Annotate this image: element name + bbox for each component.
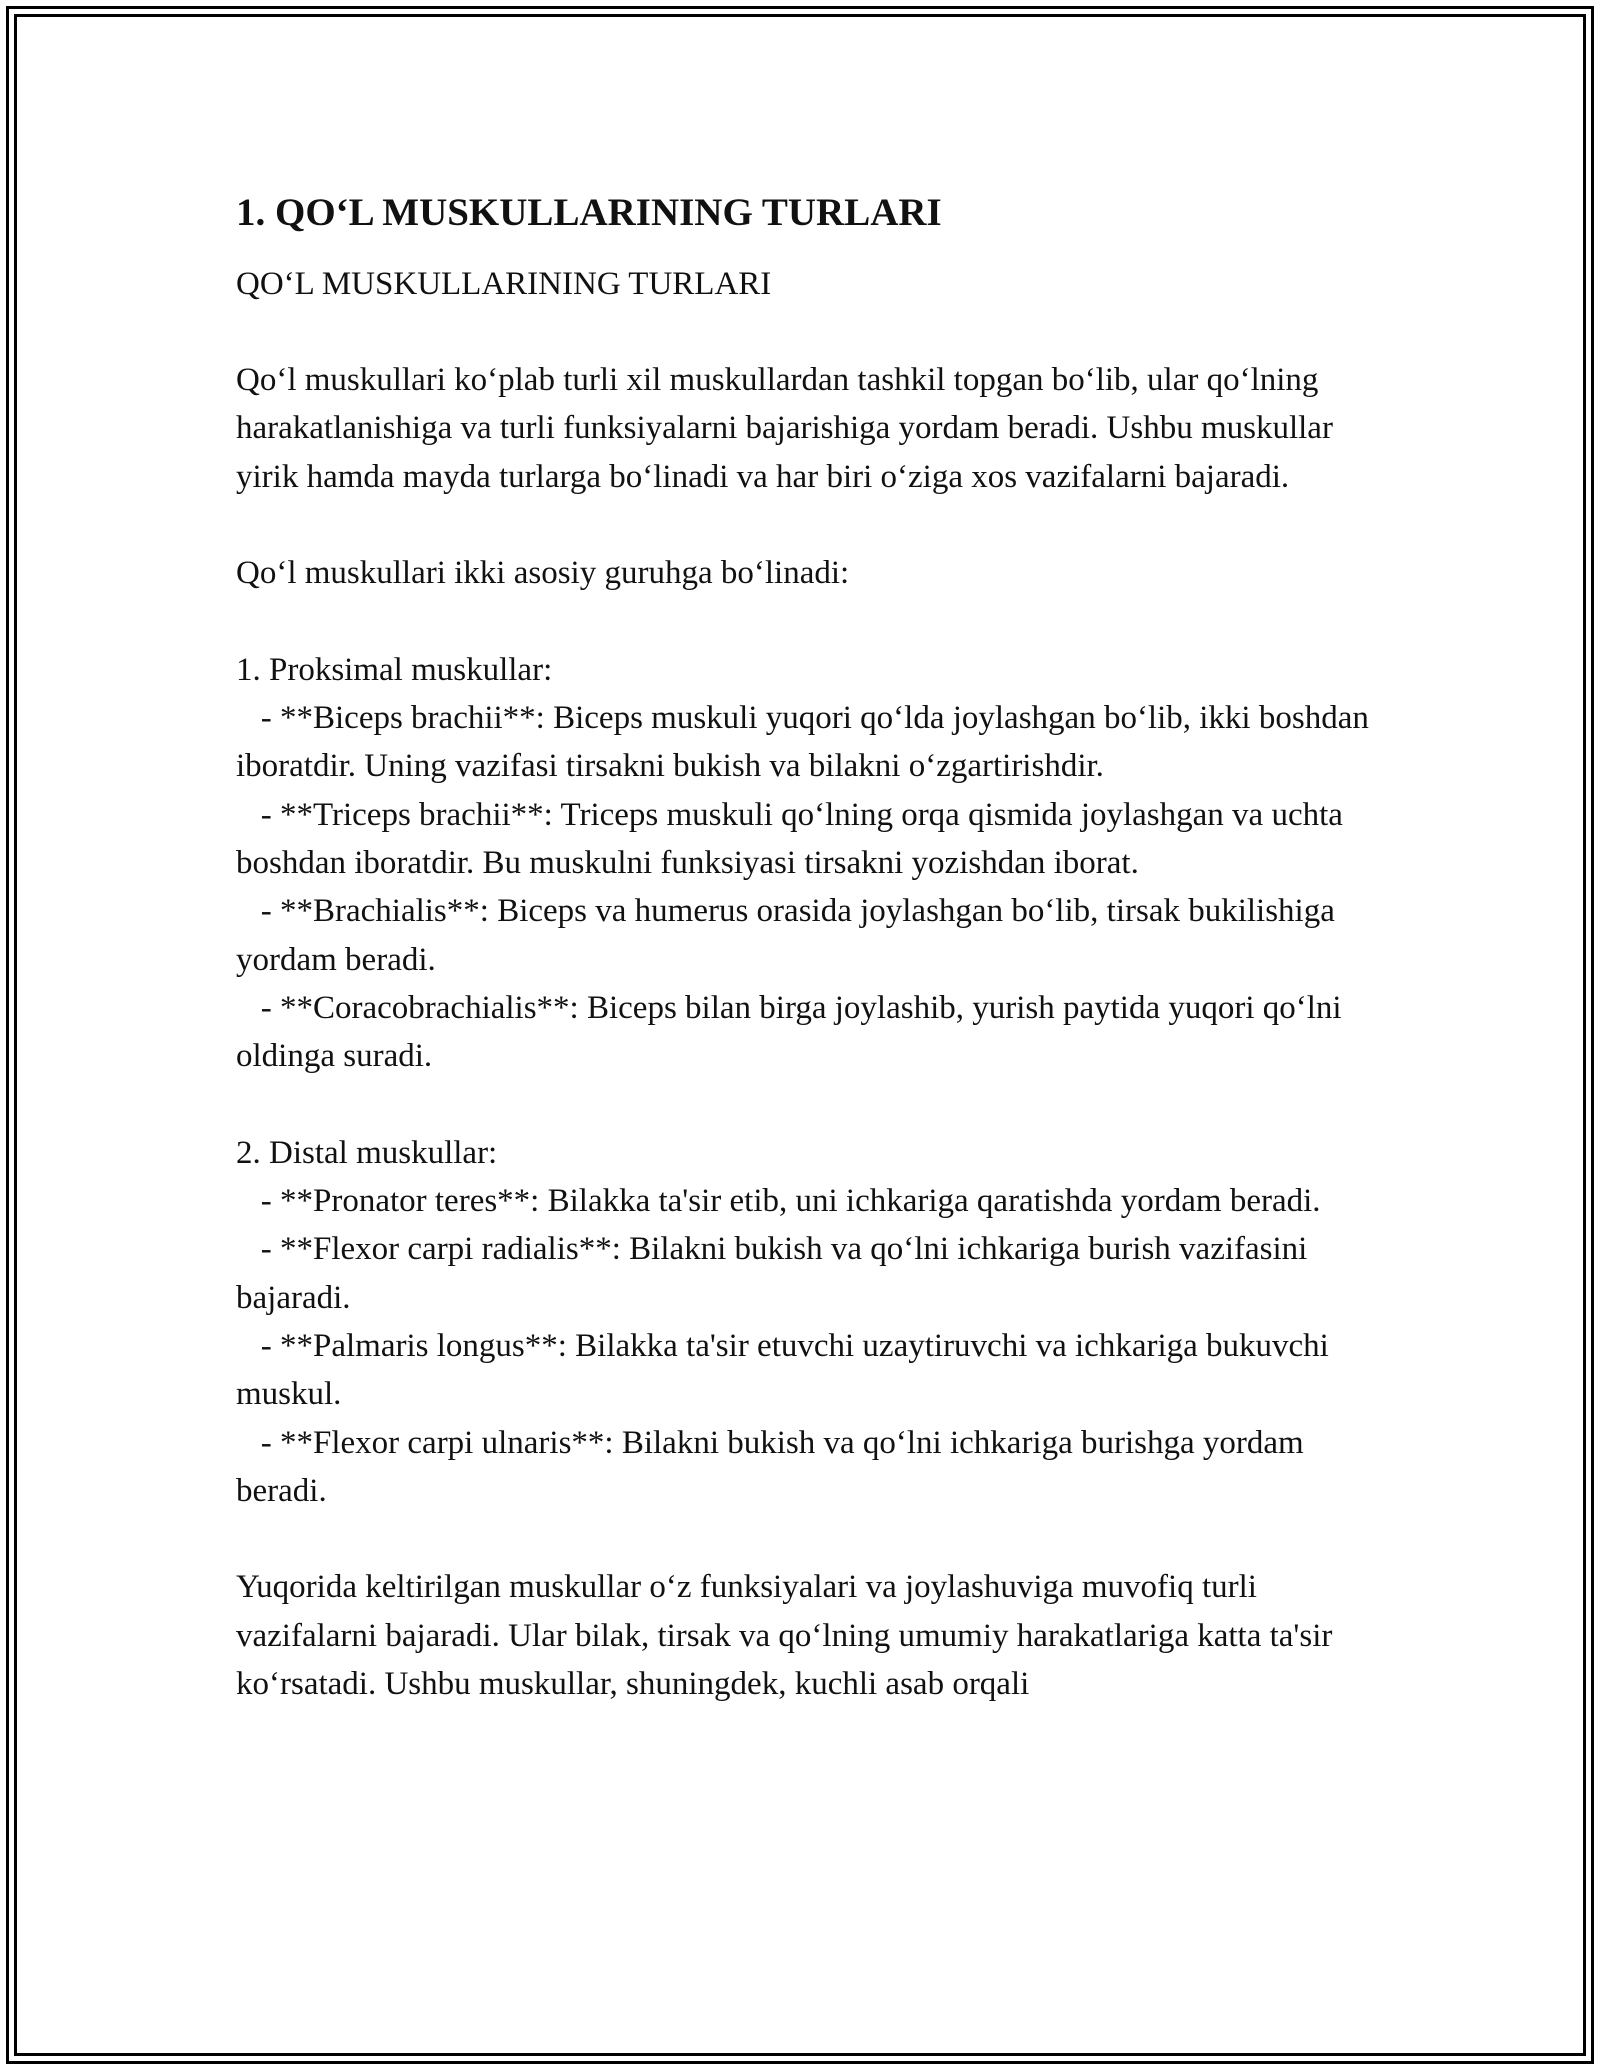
section-subheading: QO‘L MUSKULLARINING TURLARI (236, 266, 772, 302)
list-item: - **Pronator teres**: Bilakka ta'sir etib, uni ichkariga qaratishda yordam beradi. (236, 1183, 1321, 1220)
conclusion-paragraph: Yuqorida keltirilgan muskullar o‘z funksiyalari va joylashuviga muvofiq turli vazifalarni bajaradi. Ular bilak, tirsak va qo‘lning umumiy harakatlariga katta ta'sir ko‘rsatadi. Ushbu muskullar, shuningdek, kuchli asab orqali (236, 1569, 1341, 1703)
list-item: - **Biceps brachii**: Biceps muskuli yuqori qo‘lda joylashgan bo‘lib, ikki boshdan iboratdir. Uning vazifasi tirsakni bukish va bilakni o‘zgartirishdir. (236, 700, 1378, 785)
section-heading: 1. QO‘L MUSKULLARINING TURLARI (236, 191, 942, 234)
list-item: - **Palmaris longus**: Bilakka ta'sir etuvchi uzaytiruvchi va ichkariga bukuvchi muskul. (236, 1327, 1338, 1413)
document-body (236, 188, 1376, 1757)
list-item: - **Coracobrachialis**: Biceps bilan birga joylashib, yurish paytida yuqori qo‘lni oldinga suradi. (236, 989, 1350, 1075)
proximal-group (236, 646, 1376, 1081)
groups-intro: Qo‘l muskullari ikki asosiy guruhga bo‘linadi: (236, 555, 850, 592)
list-item: - **Triceps brachii**: Triceps muskuli qo‘lning orqa qismida joylashgan va uchta boshdan iboratdir. Bu muskulni funksiyasi tirsakni yozishdan iborat. (236, 796, 1352, 881)
distal-title: 2. Distal muskullar: (236, 1134, 498, 1171)
distal-group (236, 1129, 1376, 1515)
list-item: - **Flexor carpi ulnaris**: Bilakni bukish va qo‘lni ichkariga burishga yordam beradi. (236, 1424, 1312, 1509)
list-item: - **Brachialis**: Biceps va humerus orasida joylashgan bo‘lib, tirsak bukilishiga yordam beradi. (236, 893, 1344, 978)
list-item: - **Flexor carpi radialis**: Bilakni bukish va qo‘lni ichkariga burish vazifasini bajaradi. (236, 1231, 1316, 1316)
proximal-title: 1. Proksimal muskullar: (236, 651, 553, 688)
intro-paragraph: Qo‘l muskullari ko‘plab turli xil muskullardan tashkil topgan bo‘lib, ular qo‘lning harakatlanishiga va turli funksiyalarni bajarishiga yordam beradi. Ushbu muskullar yirik hamda mayda turlarga bo‘linadi va har biri o‘ziga xos vazifalarni bajaradi. (236, 362, 1342, 495)
